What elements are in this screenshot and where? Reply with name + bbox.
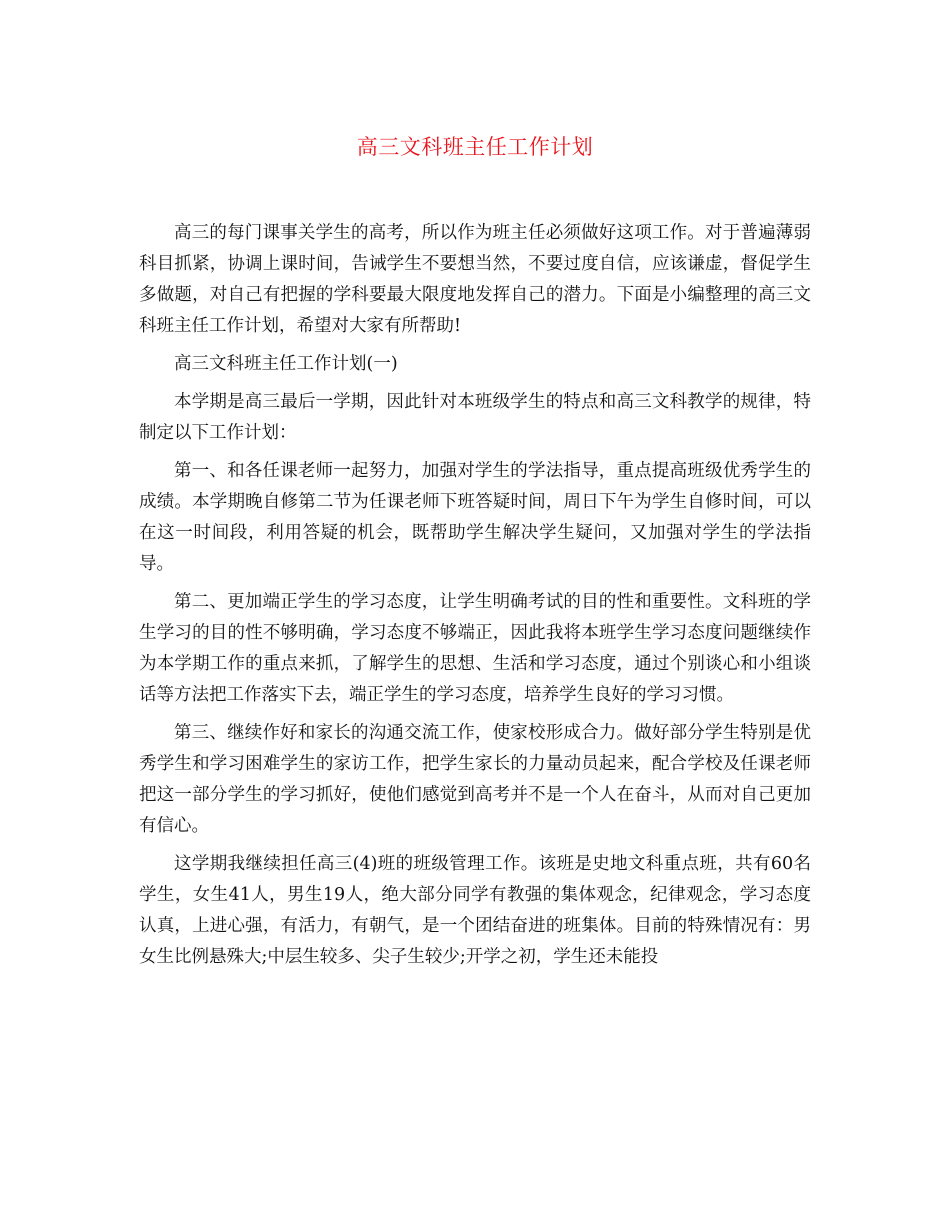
paragraph-intro: 高三的每门课事关学生的高考，所以作为班主任必须做好这项工作。对于普遍薄弱科目抓紧，协调上课时间，告诫学生不要想当然，不要过度自信，应该谦虚，督促学生多做题，对自己有把握的学科要最大限度地发挥自己的潜力。下面是小编整理的高三文科班主任工作计划，希望对大家有所帮助! [139, 223, 811, 336]
paragraph-class-info: 这学期我继续担任高三(4)班的班级管理工作。该班是史地文科重点班，共有60名学生，女生41人，男生19人，绝大部分同学有教强的集体观念，纪律观念，学习态度认真，上进心强，有活力，有朝气，是一个团结奋进的班集体。目前的特殊情况有：男女生比例悬殊大;中层生较多、尖子生较少;开学之初，学生还未能投 [139, 854, 811, 967]
document-title: 高三文科班主任工作计划 [356, 135, 594, 159]
document-body [139, 218, 811, 980]
paragraph-first: 第一、和各任课老师一起努力，加强对学生的学法指导，重点提高班级优秀学生的成绩。本学期晚自修第二节为任课老师下班答疑时间，周日下午为学生自修时间，可以在这一时间段，利用答疑的机会，既帮助学生解决学生疑问，又加强对学生的学法指导。 [139, 461, 811, 574]
paragraph-third: 第三、继续作好和家长的沟通交流工作，使家校形成合力。做好部分学生特别是优秀学生和学习困难学生的家访工作，把学生家长的力量动员起来，配合学校及任课老师把这一部分学生的学习抓好，使他们感觉到高考并不是一个人在奋斗，从而对自己更加有信心。 [139, 723, 811, 836]
paragraph-semester: 本学期是高三最后一学期，因此针对本班级学生的特点和高三文科教学的规律，特制定以下工作计划： [139, 392, 811, 443]
section-heading: 高三文科班主任工作计划(一) [174, 354, 398, 374]
paragraph-second: 第二、更加端正学生的学习态度，让学生明确考试的目的性和重要性。文科班的学生学习的目的性不够明确，学习态度不够端正，因此我将本班学生学习态度问题继续作为本学期工作的重点来抓，了解学生的思想、生活和学习态度，通过个别谈心和小组谈话等方法把工作落实下去，端正学生的学习态度，培养学生良好的学习习惯。 [139, 592, 811, 705]
